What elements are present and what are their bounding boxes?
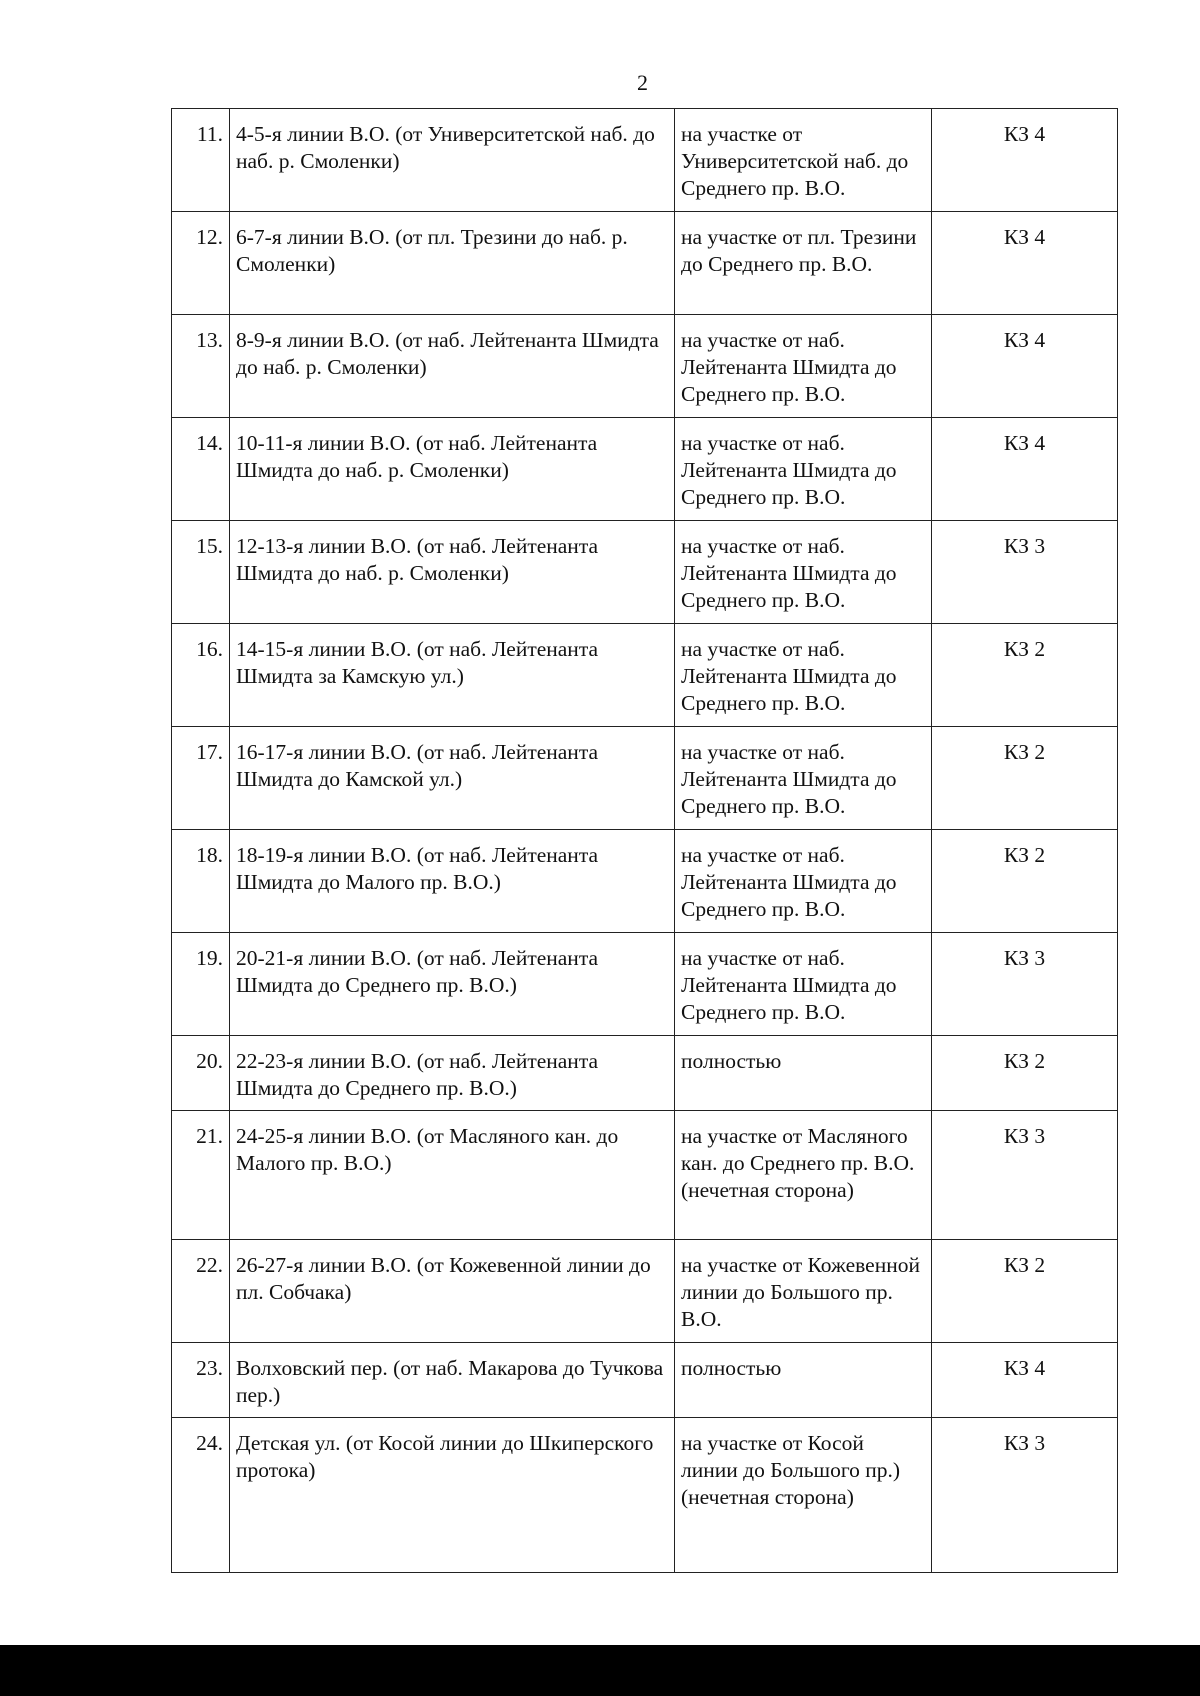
street-section: на участке от наб. Лейтенанта Шмидта до Среднего пр. В.О. (675, 624, 932, 727)
street-name: 24-25-я линии В.О. (от Масляного кан. до Малого пр. В.О.) (230, 1111, 675, 1240)
zone-category: КЗ 4 (932, 109, 1118, 212)
table-row (172, 624, 1118, 727)
zone-category: КЗ 4 (932, 315, 1118, 418)
table-row (172, 727, 1118, 830)
zone-category: КЗ 3 (932, 1111, 1118, 1240)
row-number: 17. (172, 727, 230, 830)
row-number: 15. (172, 521, 230, 624)
street-name: 12-13-я линии В.О. (от наб. Лейтенанта Шмидта до наб. р. Смоленки) (230, 521, 675, 624)
street-section: полностью (675, 1343, 932, 1418)
street-name: 16-17-я линии В.О. (от наб. Лейтенанта Шмидта до Камской ул.) (230, 727, 675, 830)
row-number: 14. (172, 418, 230, 521)
table-row (172, 1240, 1118, 1343)
zone-category: КЗ 2 (932, 624, 1118, 727)
zone-category: КЗ 2 (932, 830, 1118, 933)
street-name: Волховский пер. (от наб. Макарова до Тучкова пер.) (230, 1343, 675, 1418)
zone-category: КЗ 4 (932, 1343, 1118, 1418)
street-section: полностью (675, 1036, 932, 1111)
row-number: 19. (172, 933, 230, 1036)
row-number: 23. (172, 1343, 230, 1418)
street-section: на участке от Косой линии до Большого пр.) (нечетная сторона) (675, 1418, 932, 1573)
page-number: 2 (637, 70, 648, 95)
row-number: 11. (172, 109, 230, 212)
zone-category: КЗ 4 (932, 212, 1118, 315)
table-row (172, 1418, 1118, 1573)
zone-category: КЗ 4 (932, 418, 1118, 521)
table-row (172, 521, 1118, 624)
zone-category: КЗ 2 (932, 1036, 1118, 1111)
table-row (172, 1343, 1118, 1418)
street-name: 4-5-я линии В.О. (от Университетской наб. до наб. р. Смоленки) (230, 109, 675, 212)
table-row (172, 315, 1118, 418)
table-row (172, 830, 1118, 933)
zone-category: КЗ 2 (932, 727, 1118, 830)
table-row (172, 418, 1118, 521)
street-section: на участке от наб. Лейтенанта Шмидта до Среднего пр. В.О. (675, 315, 932, 418)
row-number: 16. (172, 624, 230, 727)
street-section: на участке от Масляного кан. до Среднего пр. В.О. (нечетная сторона) (675, 1111, 932, 1240)
street-section: на участке от Кожевенной линии до Большого пр. В.О. (675, 1240, 932, 1343)
street-section: на участке от наб. Лейтенанта Шмидта до Среднего пр. В.О. (675, 727, 932, 830)
zone-category: КЗ 3 (932, 521, 1118, 624)
street-section: на участке от наб. Лейтенанта Шмидта до Среднего пр. В.О. (675, 933, 932, 1036)
street-name: 26-27-я линии В.О. (от Кожевенной линии до пл. Собчака) (230, 1240, 675, 1343)
street-section: на участке от наб. Лейтенанта Шмидта до Среднего пр. В.О. (675, 830, 932, 933)
street-name: 20-21-я линии В.О. (от наб. Лейтенанта Шмидта до Среднего пр. В.О.) (230, 933, 675, 1036)
street-section: на участке от пл. Трезини до Среднего пр. В.О. (675, 212, 932, 315)
streets-table (171, 108, 1118, 1573)
table-row (172, 933, 1118, 1036)
zone-category: КЗ 3 (932, 1418, 1118, 1573)
zone-category: КЗ 2 (932, 1240, 1118, 1343)
street-name: 18-19-я линии В.О. (от наб. Лейтенанта Шмидта до Малого пр. В.О.) (230, 830, 675, 933)
row-number: 21. (172, 1111, 230, 1240)
street-section: на участке от наб. Лейтенанта Шмидта до Среднего пр. В.О. (675, 521, 932, 624)
zone-category: КЗ 3 (932, 933, 1118, 1036)
row-number: 24. (172, 1418, 230, 1573)
table-row (172, 109, 1118, 212)
street-name: 14-15-я линии В.О. (от наб. Лейтенанта Шмидта за Камскую ул.) (230, 624, 675, 727)
row-number: 12. (172, 212, 230, 315)
street-section: на участке от Университетской наб. до Среднего пр. В.О. (675, 109, 932, 212)
street-section: на участке от наб. Лейтенанта Шмидта до Среднего пр. В.О. (675, 418, 932, 521)
street-name: 6-7-я линии В.О. (от пл. Трезини до наб. р. Смоленки) (230, 212, 675, 315)
table-row (172, 1036, 1118, 1111)
scan-border (0, 1645, 1200, 1696)
street-name: 22-23-я линии В.О. (от наб. Лейтенанта Шмидта до Среднего пр. В.О.) (230, 1036, 675, 1111)
table-row (172, 212, 1118, 315)
street-name: Детская ул. (от Косой линии до Шкиперского протока) (230, 1418, 675, 1573)
street-name: 10-11-я линии В.О. (от наб. Лейтенанта Шмидта до наб. р. Смоленки) (230, 418, 675, 521)
table-row (172, 1111, 1118, 1240)
row-number: 13. (172, 315, 230, 418)
row-number: 18. (172, 830, 230, 933)
street-name: 8-9-я линии В.О. (от наб. Лейтенанта Шмидта до наб. р. Смоленки) (230, 315, 675, 418)
row-number: 20. (172, 1036, 230, 1111)
row-number: 22. (172, 1240, 230, 1343)
